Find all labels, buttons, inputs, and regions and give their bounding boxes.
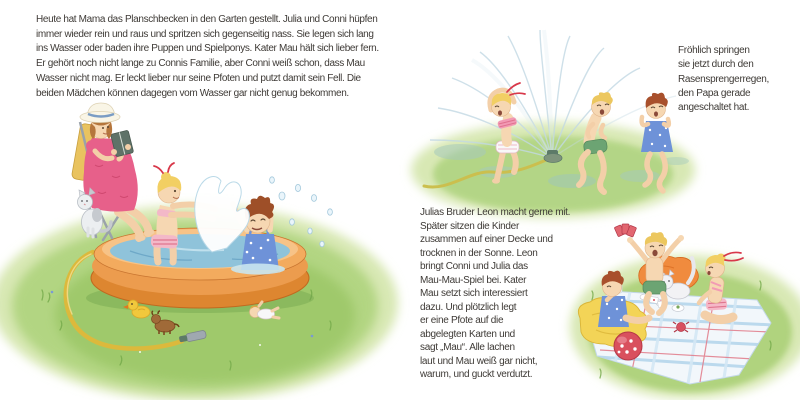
story-line: Heute hat Mama das Planschbecken in den Garten gestellt. Julia und Conni hüpfen — [36, 14, 378, 25]
sprinkler-story-text — [678, 44, 769, 115]
story-line: immer wieder rein und raus und spritzen sich gegenseitig nass. Sie legen sich lang — [36, 28, 374, 40]
picnic-story-text — [420, 206, 570, 382]
story-line: abgelegten Karten und — [420, 328, 515, 340]
red-playing-cards — [614, 224, 636, 237]
story-line: Mau setzt sich interessiert — [420, 288, 528, 299]
story-line: beiden Mädchen können dagegen vom Wasser gar nicht genug bekommen. — [36, 87, 349, 99]
story-line: Später sitzen die Kinder — [420, 220, 519, 232]
story-line: bringt Conni und Julia das — [420, 261, 528, 272]
story-line: laut und Mau weiß gar nicht, — [420, 355, 538, 367]
story-line: Fröhlich springen — [678, 45, 750, 56]
pool-scene-illustration — [0, 103, 398, 400]
story-line: trocknen in der Sonne. Leon — [420, 247, 538, 259]
story-line: ins Wasser oder baden ihre Puppen und Spielponys. Kater Mau hält sich lieber fern. — [36, 43, 379, 55]
story-line: dazu. Und plötzlich legt — [420, 301, 517, 313]
story-line: warum, und guckt verdutzt. — [420, 369, 533, 380]
story-line: er eine Pfote auf die — [420, 315, 504, 326]
story-line: Julias Bruder Leon macht gerne mit. — [420, 207, 571, 218]
red-ball — [614, 332, 642, 360]
picnic-scene-illustration — [570, 224, 800, 399]
story-line: sie jetzt durch den — [678, 59, 754, 71]
sprinkler-scene-illustration — [411, 30, 695, 218]
story-line: sagt „Mau“. Alle lachen — [420, 342, 515, 353]
julia-hair-ribbons — [154, 163, 174, 173]
story-line: Rasensprengerregen, — [678, 73, 770, 85]
sun-hat — [80, 103, 120, 123]
story-line: angeschaltet hat. — [678, 102, 750, 114]
story-line: zusammen auf einer Decke und — [420, 234, 553, 245]
story-line: Mau-Mau-Spiel bei. Kater — [420, 274, 527, 286]
story-line: Er gehört noch nicht lange zu Connis Familie, aber Conni weiß schon, dass Mau — [36, 58, 365, 70]
left-page-story-text — [36, 13, 379, 101]
story-line: Wasser nicht mag. Er leckt lieber nur seine Pfoten und putzt damit sein Fell. Die — [36, 72, 361, 84]
story-line: den Papa gerade — [678, 87, 751, 99]
